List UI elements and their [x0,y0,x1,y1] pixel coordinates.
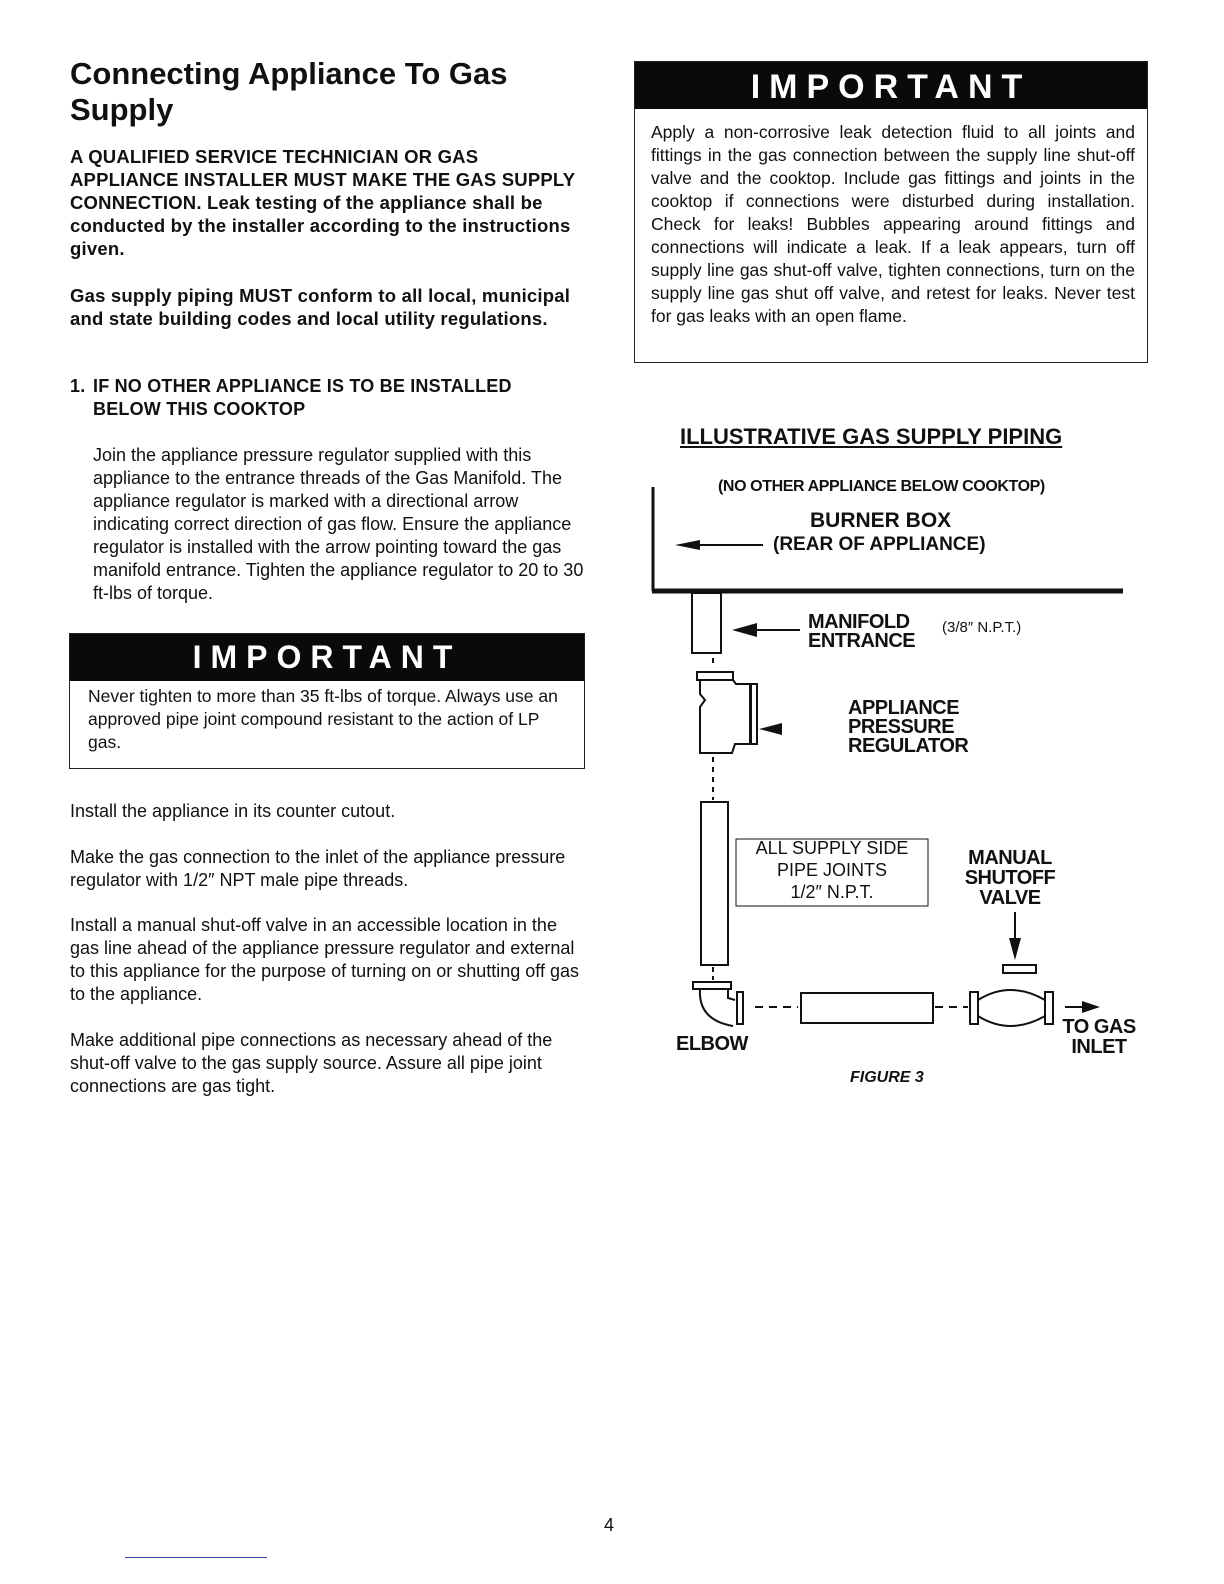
codes-notice: Gas supply piping MUST conform to all local, municipal and state building codes and local utility regulations. [70,285,571,329]
shutoff-valve-label [955,848,1065,908]
regulator-label-3: REGULATOR [848,735,969,757]
important-text: Never tighten to more than 35 ft-lbs of torque. Always use an approved pipe joint compound resistant to the action of LP gas. [88,686,558,752]
important-header: IMPORTANT [635,62,1147,109]
step-heading-text: IF NO OTHER APPLIANCE IS TO BE INSTALLED BELOW THIS COOKTOP [93,376,512,419]
valve-handle [1003,965,1036,973]
figure-subtitle: (NO OTHER APPLIANCE BELOW COOKTOP) [718,478,1045,495]
paragraph: Install a manual shut-off valve in an accessible location in the gas line ahead of the appliance pressure regulator and external to this appliance for the purpose of turning on or shutting off gas to the appliance. [70,915,580,1004]
manifold-pipe [692,593,721,653]
burner-box-label: BURNER BOX [810,509,952,532]
footer-rule [125,1557,267,1558]
gas-line-2: INLET [1071,1036,1127,1058]
step-number: 1. [70,376,86,396]
box-line-2: PIPE JOINTS [776,860,888,880]
paragraph: Install the appliance in its counter cutout. [70,801,396,821]
rear-label: (REAR OF APPLIANCE) [773,534,986,555]
page-number: 4 [604,1515,615,1535]
nipple-pipe [801,993,933,1023]
paragraph: Make additional pipe connections as necessary ahead of the shut-off valve to the gas supply source. Assure all pipe joint connections are gas tight. [70,1030,553,1096]
valve-line-1: MANUAL [968,847,1052,869]
figure-caption: FIGURE 3 [850,1069,924,1086]
regulator-label-1: APPLIANCE [848,697,960,719]
regulator-cap [697,672,733,680]
page-title: Connecting Appliance To Gas Supply [70,56,508,127]
step-1-text: Join the appliance pressure regulator supplied with this appliance to the entrance threads of the Gas Manifold. The appliance regulator is marked with a directional arrow indicating correct direction of gas flow. Ensure the appliance regulator is installed with the arrow pointing toward the gas manifold entrance. Tighten the appliance regulator to 20 to 30 ft-lbs of torque. [93,445,584,603]
supply-pipe [701,802,728,965]
npt-38-label: (3/8″ N.P.T.) [942,619,1022,636]
qualified-installer-notice: A QUALIFIED SERVICE TECHNICIAN OR GAS APPLIANCE INSTALLER MUST MAKE THE GAS SUPPLY CONNECTION. Leak testing of the appliance shall be conducted by the installer according to the instructions given. [70,146,575,259]
gas-line-1: TO GAS [1062,1016,1136,1038]
box-line-1: ALL SUPPLY SIDE [755,838,909,858]
valve-icon [978,990,1045,1026]
elbow-icon [700,989,735,1026]
valve-line-3: VALVE [979,887,1041,909]
pipe-joints-note [736,837,928,903]
elbow-label: ELBOW [676,1033,748,1055]
regulator-label-2: PRESSURE [848,716,955,738]
valve-flange [970,992,978,1024]
figure-title: ILLUSTRATIVE GAS SUPPLY PIPING [680,424,1063,449]
regulator-body [700,680,750,753]
important-text: Apply a non-corrosive leak detection fluid to all joints and fittings in the gas connection between the supply line shut-off valve and the cooktop. Include gas fittings and joints in the cooktop if connections were disturbed during installation. Check for leaks! Bubbles appearing around fittings and connections will indicate a leak. If a leak appears, turn off supply line gas shut-off valve, tighten connections, turn on the supply line gas shut off valve, and retest for leaks. Never test for gas leaks with an open flame. [651,122,1135,326]
box-line-3: 1/2″ N.P.T. [790,882,874,902]
valve-line-2: SHUTOFF [964,867,1056,889]
gas-inlet-label [1058,1017,1140,1057]
elbow-cap [693,982,731,989]
entrance-label: ENTRANCE [808,630,916,652]
manifold-label: MANIFOLD [808,611,910,633]
important-header: IMPORTANT [70,634,584,681]
paragraph: Make the gas connection to the inlet of the appliance pressure regulator with 1/2″ NPT male pipe threads. [70,847,566,890]
